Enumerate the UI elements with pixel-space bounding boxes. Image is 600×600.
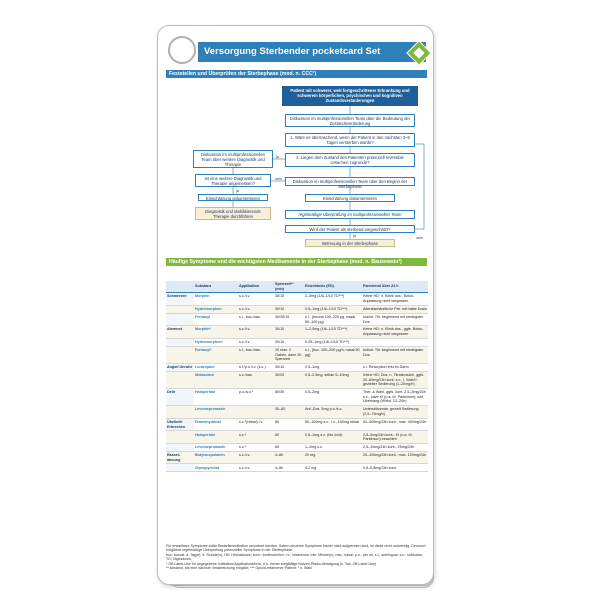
table-cell-lock: 30–60 (274, 406, 304, 419)
table-row (166, 418, 428, 431)
table-cell-dose: 2–5mg (1/6–1/10 TD***) (304, 293, 362, 306)
table-cell-dose: 0,5–1mg (1/6–1/10 TD***) (304, 305, 362, 313)
footnote: * Off-Label-Use für angegebene Indikation/Applikationsform, d.h. immer sorgfältige Nutzen-Risiko-Abwägung (s. Tab. Off-Label-Use) (166, 561, 377, 566)
table-cell-substance: Haloperidol (194, 431, 238, 444)
table-cell-iv24: Ther. & Wahl, ggfs. kont. 2,5–5mg/24h s.c., cave KI (u.a. M. Parkinson); vorl. Überhang (Wirkd. 12–20h) (362, 389, 428, 406)
table-cell-lock: 4–6h (274, 464, 304, 472)
flow-question-1: 1. Wäre es überraschend, wenn der Patient in den nächsten 3–5 Tagen versterben würde? (285, 133, 415, 147)
table-cell-substance: Hydromorphon* (194, 338, 238, 346)
table-cell-app: s.l., buc./nas. (238, 346, 274, 363)
table-cell-group: Atemnot (166, 326, 194, 339)
flow-question-2: 2. Liegen dem Zustand des Patienten potenziell reversible Ursachen zugrunde? (285, 153, 415, 167)
table-row (166, 363, 428, 371)
table-cell-substance: Glycopyrrolat (194, 464, 238, 472)
table-cell-lock: 30/10 (274, 363, 304, 371)
flow-label-nein-1: nein (275, 177, 282, 181)
table-cell-substance: Morphin* (194, 326, 238, 339)
flow-review-box: regelmäßige Überprüfung im multiprofessionellen Team (285, 210, 415, 219)
table-cell-iv24: 2,5–10mg/24h kont., 25mg/24h (362, 443, 428, 451)
table-cell-lock: 30/10 (274, 305, 304, 313)
table-cell-app: s.c./i.v. (238, 326, 274, 339)
table-cell-lock: 6h (274, 418, 304, 431)
table-header: Applikation (238, 281, 274, 293)
table-cell-substance: Hydromorphon (194, 305, 238, 313)
pocketcard (157, 25, 434, 585)
footnote: Für erwartbare Symptome sollte Bedarfsmedikation verordnet werden. Sofern einzelne Symptome bisher nicht aufgetreten sind, ist diese nicht notwendig. Dennoch möglichst regelmäßige Überprüfung potenzieller Symptome in der Sterbephase. (166, 544, 426, 553)
flow-label-ja-3: ja (353, 234, 356, 238)
table-cell-dose: s.l., (buc. 100–200 µg/h, nasal 50 µg) (304, 346, 362, 363)
table-cell-app: s.c.* (238, 431, 274, 444)
flow-left-document-box: Einschätzung dokumentieren (198, 194, 268, 201)
table-header: Sperrzeit** (min) (274, 281, 304, 293)
table-cell-dose: 50–100mg s.c., i.v., 150mg rektal (304, 418, 362, 431)
table-row (166, 464, 428, 472)
table-cell-dose: 0,5–1mg s.c. (bis 4x/d) (304, 431, 362, 444)
section-title-sterbephase: Feststellen und Überprüfen der Sterbephase (mod. n. CCC¹) (166, 70, 427, 78)
table-cell-group: Übelkeit/ Erbrechen (166, 418, 194, 431)
medication-table (166, 281, 428, 472)
table-cell-iv24: Keine HD; n. Klinik dos., Bolus-Anpassung nicht vergessen (362, 293, 428, 306)
table-cell-substance: Levomepromazin (194, 443, 238, 451)
table-cell-group (166, 406, 194, 419)
table-cell-substance: Levomepromazin (194, 406, 238, 419)
table-cell-group: Angst/ Unruhe (166, 363, 194, 371)
table-cell-app: s.c./nas. (238, 371, 274, 388)
table-cell-iv24: 0,6–0,8mg/24h kont. (362, 464, 428, 472)
table-row (166, 346, 428, 363)
table-cell-iv24: Altersfachärztliche Pat. mit halbe Dosis (362, 305, 428, 313)
table-cell-group: Delir (166, 389, 194, 406)
table-cell-group (166, 431, 194, 444)
table-row (166, 389, 428, 406)
table-cell-substance: Fentanyl* (194, 346, 238, 363)
table-cell-iv24: Indivd. Titr. beginnend mit niedrigster Dos. (362, 313, 428, 326)
footnote: buc: buccal; d: Tag(e); h: Stunde(n); HD: Höchstdosis; kont.: kontinuierlich; i.v.: intravenös; min: Minute(n); nas.: nasal; p.o.: per os; s.l.: sublingual; s.c.: subkutan; TD: Tagesdosis; (166, 552, 423, 562)
table-cell-app: s.c./i.v. (238, 305, 274, 313)
table-cell-lock: 30/10 (274, 326, 304, 339)
table-cell-app: p.o./s.c.* (238, 389, 274, 406)
table-cell-lock: 60/30 (274, 389, 304, 406)
flow-left-question: Ist eine weitere Diagnostik und Therapie angemessen? (195, 174, 271, 187)
table-cell-group (166, 346, 194, 363)
flow-left-discuss-box: Diskussion im multiprofessionellen Team über weitere Diagnostik und Therapie (193, 150, 273, 168)
table-cell-group: Schmerzen (166, 293, 194, 306)
flow-left-final-box: Diagnostik und stabilisierende Therapie durchführen (195, 207, 271, 220)
table-header-row (166, 281, 428, 293)
table-row (166, 326, 428, 339)
table-cell-app: s.c./i.v. (238, 464, 274, 472)
table-cell-group: Rassel-atmung (166, 451, 194, 464)
flow-label-ja-2: ja (236, 189, 239, 193)
table-cell-dose: 0,5–1mg (304, 363, 362, 371)
table-row (166, 431, 428, 444)
table-row (166, 338, 428, 346)
table-cell-iv24: Keine HD; n. Klinik dos., ggfs. Bolus-Anpassung nicht vergessen (362, 326, 428, 339)
table-cell-iv24: 20–100mg/24h kont.; max. 120mg/24h (362, 451, 428, 464)
table-cell-dose: Anf.-Dos. 5mg p.o./s.c. (304, 406, 362, 419)
table-cell-app: s.c.* (238, 443, 274, 451)
table-cell-lock: 30/20 (274, 371, 304, 388)
table-row (166, 406, 428, 419)
flow-label-nein-2: nein (416, 236, 423, 240)
flow-mid-question: Wird der Patient als sterbend eingeschätzt? (285, 225, 415, 233)
table-cell-group (166, 313, 194, 326)
table-cell-app: s.l., buc./nas. (238, 313, 274, 326)
flow-mid-document-box: Einschätzung dokumentieren (305, 194, 395, 202)
table-header (166, 281, 194, 293)
table-cell-dose: s.l., (buccal 100–220 µg, nasal 50–100 µg) (304, 313, 362, 326)
section-title-symptome: Häufige Symptome und die wichtigsten Medikamente in der Sterbephase (mod. n. Bausewein²) (166, 258, 427, 266)
table-cell-dose: 20 mg (304, 451, 362, 464)
table-cell-group (166, 443, 194, 451)
table-cell-dose: 0,5–2,5mg, seltan 5–10mg (304, 371, 362, 388)
flow-mid-discuss-box: Diskussion im multiprofessionellen Team über den Beginn der Sterbephase (285, 177, 415, 186)
table-cell-group (166, 338, 194, 346)
table-cell-dose: 1–2mg s.c. (304, 443, 362, 451)
footnote: ** Abstand, bis eine nächste Verabreichung möglich; *** Opioid-erfahrener Patient; ¹ n. Wahl (166, 566, 313, 571)
table-cell-app: s.l./p.o./i.v. (s.c.) (238, 363, 274, 371)
table-cell-substance: Fentanyl (194, 313, 238, 326)
flow-final-box: Betreuung in der Sterbephase (305, 239, 395, 247)
table-cell-lock: 30/10 (274, 293, 304, 306)
table-cell-app: s.c./i.v. (238, 338, 274, 346)
table-row (166, 451, 428, 464)
table-cell-substance: Dimenhydrinat (194, 418, 238, 431)
table-cell-iv24: Indivd. Titr. beginnend mit niedrigster Dos. (362, 346, 428, 363)
table-row (166, 305, 428, 313)
table-cell-group (166, 464, 194, 472)
table-cell-lock: 60 (274, 431, 304, 444)
table-cell-iv24: 2,5–5mg/24h kont., KI (u.a. M. Parkinson) beachten (362, 431, 428, 444)
table-cell-lock: 60 (274, 443, 304, 451)
card-title: Versorgung Sterbender pocketcard Set (198, 42, 426, 62)
table-cell-app (238, 406, 274, 419)
table-header: Einzeldosis (ED) (304, 281, 362, 293)
flow-start-box: Patient mit schwerer, weit fortgeschrittener Erkrankung und schwerem körperlichen, psychischen und kognitiven Zustandsveränderungen (282, 86, 418, 106)
table-cell-substance: Morphin (194, 293, 238, 306)
table-cell-substance: Haloperidol (194, 389, 238, 406)
table-cell-iv24: s.l. Resorption erst im Darm (362, 363, 428, 371)
table-cell-lock: 10 max. 2 Gaben, dann 2h Sperrzeit (274, 346, 304, 363)
table-cell-lock: 4–6h (274, 451, 304, 464)
table-cell-dose: 1–2,5mg (1/6–1/10 TD***) (304, 326, 362, 339)
table-header: Substanz (194, 281, 238, 293)
table-cell-dose: 0,25–1mg (1/6–1/10 TD***) (304, 338, 362, 346)
table-cell-group (166, 371, 194, 388)
table-row (166, 313, 428, 326)
table-cell-iv24 (362, 338, 428, 346)
table-cell-substance: Butylscopolamin (194, 451, 238, 464)
table-cell-dose: 0,5–2mg (304, 389, 362, 406)
table-row (166, 371, 428, 388)
table-cell-substance: Midazolam (194, 371, 238, 388)
table-row (166, 293, 428, 306)
table-cell-app: s.c./i.v. (238, 451, 274, 464)
table-cell-dose: 0,2 mg (304, 464, 362, 472)
table-cell-iv24: 62–300mg/24h kont., max. 400mg/24h (362, 418, 428, 431)
table-row (166, 443, 428, 451)
footnotes (166, 544, 428, 570)
table-cell-iv24: Unterstützende, gezielt Sedierung (2,5–75mg/h) (362, 406, 428, 419)
table-cell-app: s.c./i.v. (238, 293, 274, 306)
table-cell-lock: 30/20/15 (274, 313, 304, 326)
table-cell-lock: 30/10 (274, 338, 304, 346)
flow-label-ja-1: ja (276, 155, 279, 159)
flow-discuss-box: Diskussion im multiprofessionellen Team über die Bedeutung der Zustandsveränderung (285, 114, 415, 127)
table-cell-iv24: Keine HD; Dos. n. Titrationsziel, ggfs. 20–60mg/24h kont. s.c., i. Wahl f. gezielter Sedierung (1–20mg/h) (362, 371, 428, 388)
table-cell-app: s.c.*(rektal) i.v. (238, 418, 274, 431)
table-cell-group (166, 305, 194, 313)
table-header: Parenteral über 24 h (362, 281, 428, 293)
table-cell-substance: Lorazepam (194, 363, 238, 371)
